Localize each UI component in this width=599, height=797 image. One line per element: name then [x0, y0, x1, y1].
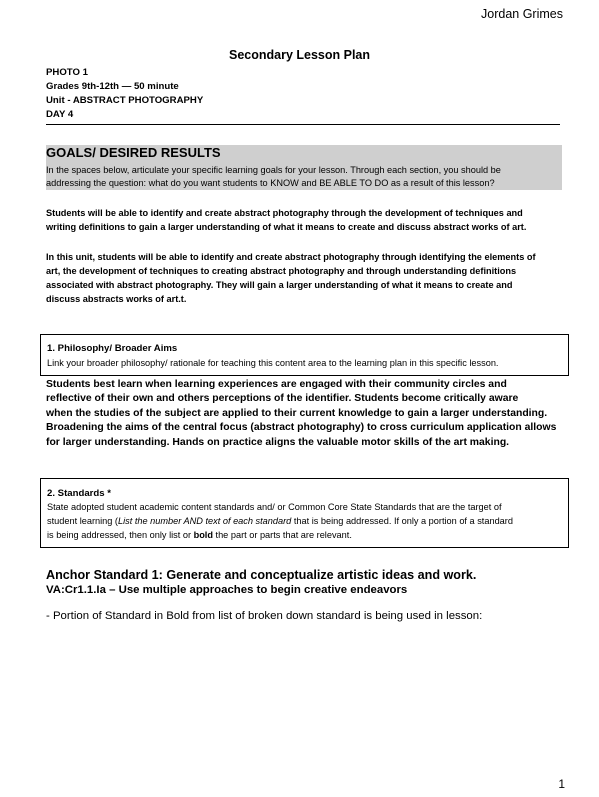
standards-text: the part or parts that are relevant.: [212, 530, 352, 540]
meta-day: DAY 4: [46, 109, 74, 120]
paragraph-line: In this unit, students will be able to identify and create abstract photography through identifying the elements of: [46, 252, 536, 262]
meta-unit: Unit - ABSTRACT PHOTOGRAPHY: [46, 95, 204, 106]
lesson-meta: [46, 66, 203, 122]
paragraph-line: discuss abstracts works of art.t.: [46, 294, 187, 304]
standards-line: [47, 516, 513, 526]
standards-italic-text: List the number AND text of each standard: [118, 516, 292, 526]
standards-text: that is being addressed. If only a portion of a standard: [291, 516, 513, 526]
goals-paragraph-2: [46, 250, 566, 306]
response-line: Students best learn when learning experiences are engaged with their community circles and: [46, 379, 507, 390]
paragraph-line: writing definitions to gain a larger understanding of what it means to create and discuss abstract works of art.: [46, 222, 527, 232]
response-line: reflective of their own and others perceptions of the identifier. Students become critically aware: [46, 393, 519, 405]
standards-bold-text: bold: [193, 530, 213, 540]
standards-heading: 2. Standards *: [47, 488, 111, 499]
standards-line: [47, 530, 352, 540]
standards-text: student learning (: [47, 516, 118, 526]
response-line: for larger understanding. Hands on practice aligns the valuable motor skills of the art making.: [46, 436, 510, 448]
goals-instruction-line: addressing the question: what do you want students to KNOW and BE ABLE TO DO as a result of this lesson?: [46, 178, 495, 188]
standard-portion-note: - Portion of Standard in Bold from list of broken down standard is being used in lesson:: [46, 610, 483, 622]
paragraph-line: Students will be able to identify and create abstract photography through the development of techniques and: [46, 208, 523, 218]
anchor-standard: Anchor Standard 1: Generate and conceptualize artistic ideas and work.: [46, 568, 477, 582]
philosophy-prompt: Link your broader philosophy/ rationale for teaching this content area to the learning plan in this specific lesson.: [47, 358, 499, 368]
standards-text: is being addressed, then only list or: [47, 530, 194, 540]
philosophy-heading: 1. Philosophy/ Broader Aims: [47, 343, 178, 354]
paragraph-line: art, the development of techniques to creating abstract photography and through understanding definitions: [46, 266, 517, 276]
page-number: 1: [558, 777, 565, 791]
header-divider: [46, 124, 560, 125]
paragraph-line: associated with abstract photography. They will gain a larger understanding of what it means to create and: [46, 280, 513, 290]
philosophy-box: [40, 334, 569, 376]
meta-grades: Grades 9th-12th — 50 minute: [46, 81, 179, 92]
meta-course: PHOTO 1: [46, 67, 88, 78]
philosophy-response: [46, 378, 556, 450]
goals-instruction-line: In the spaces below, articulate your specific learning goals for your lesson. Through each section, you should be: [46, 165, 501, 175]
standards-box: [40, 478, 569, 548]
response-line: when the studies of the subject are applied to their current knowledge to gain a larger understanding.: [46, 407, 548, 419]
author-name: Jordan Grimes: [481, 7, 563, 21]
goals-heading: GOALS/ DESIRED RESULTS: [46, 145, 221, 160]
goals-section: [46, 145, 562, 190]
goals-paragraph-1: [46, 206, 566, 234]
document-title: Secondary Lesson Plan: [228, 48, 371, 62]
standards-line: State adopted student academic content standards and/ or Common Core State Standards that are the target of: [47, 502, 502, 512]
response-line: Broadening the aims of the central focus (abstract photography) to cross curriculum application allows: [46, 422, 557, 434]
standard-code: VA:Cr1.1.Ia – Use multiple approaches to begin creative endeavors: [46, 584, 408, 596]
